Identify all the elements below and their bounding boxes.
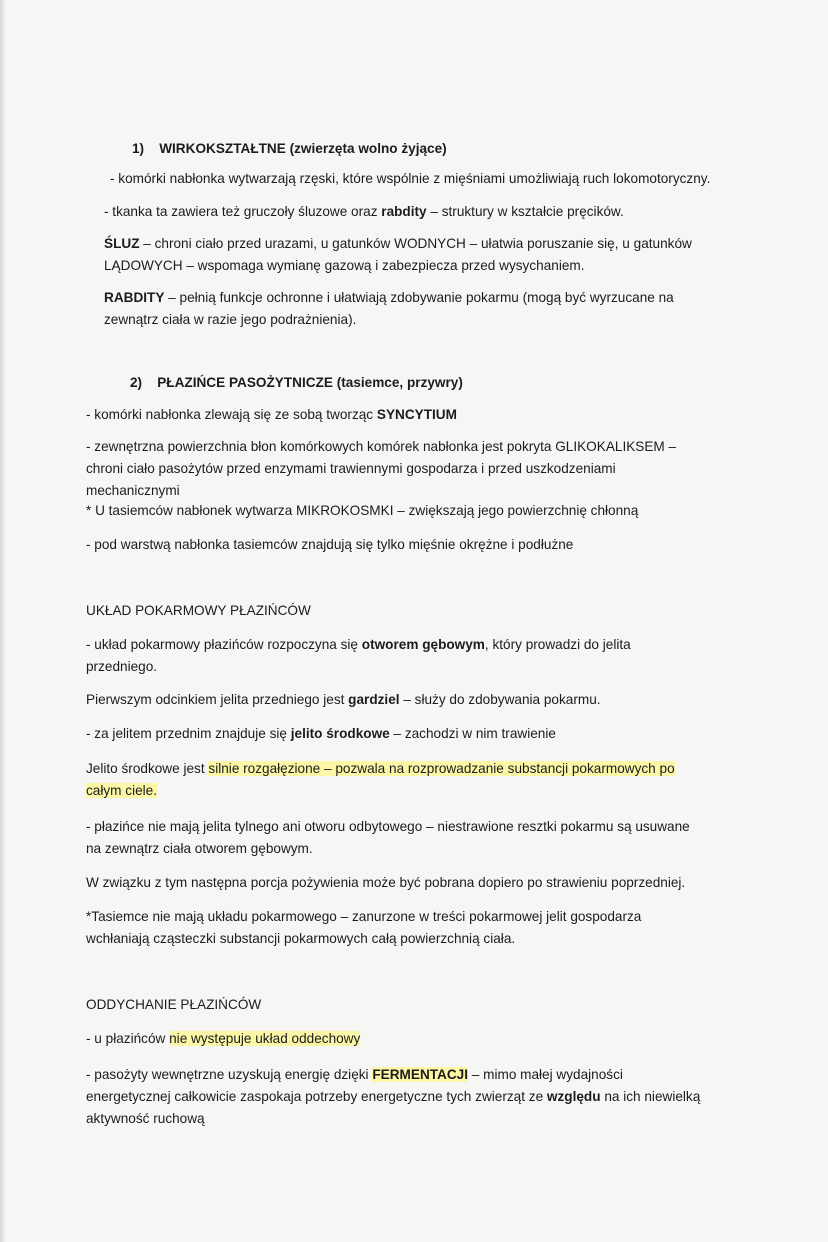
text: - u płazińców — [86, 1031, 170, 1046]
text: - tkanka ta zawiera też gruczoły śluzowe oraz — [104, 204, 382, 219]
sluz-line1 — [104, 233, 692, 255]
text: – pełnią funkcje ochronne i ułatwiają zdobywanie pokarmu (mogą być wyrzucane na — [164, 290, 674, 305]
section2-title-rest: (tasiemce, przywry) — [332, 375, 463, 390]
jelito-srodkowe-bold: jelito środkowe — [290, 726, 390, 741]
text: Jelito środkowe jest — [86, 761, 209, 776]
text: – zachodzi w nim trawienie — [389, 726, 556, 741]
digest-heading: UKŁAD POKARMOWY PŁAZIŃCÓW — [86, 603, 311, 618]
highlight-calym-ciele: całym ciele. — [86, 783, 158, 798]
text: - układ pokarmowy płazińców rozpoczyna się — [86, 637, 362, 652]
text: – chroni ciało przed urazami, u gatunków WODNYCH – ułatwia poruszanie się, u gatunków — [139, 236, 692, 251]
section1-number: 1) — [132, 141, 145, 156]
sluz-line2: LĄDOWYCH – wspomaga wymianę gazową i zabezpiecza przed wysychaniem. — [104, 258, 585, 273]
digest-p4-line2 — [86, 780, 157, 802]
highlight-rozgalezione: silnie rozgałęzione – pozwala na rozprowadzanie substancji pokarmowych po — [208, 761, 675, 776]
digest-p1-line2: przedniego. — [86, 659, 158, 674]
digest-p1-line1 — [86, 634, 631, 656]
rabdity-heading-bold: RABDITY — [104, 290, 165, 305]
rabdity-line1 — [104, 287, 674, 309]
wzgledu-bold: względu — [546, 1089, 601, 1104]
text: – służy do zdobywania pokarmu. — [399, 692, 601, 707]
digest-p7-line1: *Tasiemce nie mają układu pokarmowego – zanurzone w treści pokarmowej jelit gospodarza — [86, 909, 642, 924]
rabdity-line2: zewnątrz ciała w razie jego podrażnienia). — [104, 312, 357, 327]
text: na ich niewielką — [600, 1089, 701, 1104]
section1-heading — [132, 138, 447, 160]
otwor-gebowy-bold: otworem gębowym — [361, 637, 485, 652]
breathing-heading: ODDYCHANIE PŁAZIŃCÓW — [86, 997, 262, 1012]
section1-title: WIRKOKSZTAŁTNE (zwierzęta wolno żyjące) — [159, 141, 447, 156]
text: energetycznej całkowicie zaspokaja potrzeby energetyczne tych zwierząt ze — [86, 1089, 547, 1104]
rabdity-bold: rabdity — [381, 204, 427, 219]
section1-line1: - komórki nabłonka wytwarzają rzęski, które wspólnie z mięśniami umożliwiają ruch lokomotoryczny. — [110, 171, 711, 186]
highlight-uklad-oddechowy: nie występuje układ oddechowy — [169, 1031, 361, 1046]
text: – struktury w kształcie pręcików. — [426, 204, 624, 219]
section2-line5: * U tasiemców nabłonek wytwarza MIKROKOSMKI – zwiększają jego powierzchnię chłonną — [86, 503, 639, 518]
digest-p5-line1: - płazińce nie mają jelita tylnego ani otworu odbytowego – niestrawione resztki pokarmu są usuwane — [86, 819, 690, 834]
text: – mimo małej wydajności — [468, 1067, 623, 1082]
breathing-b4: aktywność ruchową — [86, 1111, 205, 1126]
highlight-fermentacji: FERMENTACJI — [372, 1067, 469, 1082]
breathing-b2 — [86, 1064, 623, 1086]
digest-p4-line1 — [86, 758, 675, 780]
syncytium-bold: SYNCYTIUM — [376, 407, 457, 422]
breathing-b3 — [86, 1086, 700, 1108]
section2-line2: - zewnętrzna powierzchnia błon komórkowych komórek nabłonka jest pokryta GLIKOKALIKSEM – — [86, 439, 677, 454]
text: - komórki nabłonka zlewają się ze sobą tworząc — [86, 407, 377, 422]
digest-p7-line2: wchłaniają cząsteczki substancji pokarmowych całą powierzchnią ciała. — [86, 931, 516, 946]
digest-p2 — [86, 689, 601, 711]
section2-heading — [130, 372, 463, 394]
section2-line1 — [86, 404, 457, 426]
breathing-b1 — [86, 1028, 360, 1050]
text: - za jelitem przednim znajduje się — [86, 726, 291, 741]
digest-p3 — [86, 723, 556, 745]
digest-p5-line2: na zewnątrz ciała otworem gębowym. — [86, 841, 313, 856]
section1-line2 — [104, 201, 624, 223]
section2-line6: - pod warstwą nabłonka tasiemców znajdują się tylko mięśnie okrężne i podłużne — [86, 537, 574, 552]
section2-number: 2) — [130, 375, 143, 390]
text: Pierwszym odcinkiem jelita przedniego jest — [86, 692, 349, 707]
text: - pasożyty wewnętrzne uzyskują energię dzięki — [86, 1067, 373, 1082]
section2-title: PŁAZIŃCE PASOŻYTNICZE — [157, 375, 333, 390]
text: , który prowadzi do jelita — [484, 637, 631, 652]
scan-edge — [0, 0, 6, 1242]
gardziel-bold: gardziel — [348, 692, 400, 707]
section2-line4: mechanicznymi — [86, 483, 180, 498]
digest-p6: W związku z tym następna porcja pożywienia może być pobrana dopiero po strawieniu poprzedniej. — [86, 875, 686, 890]
sluz-bold: ŚLUZ — [104, 236, 140, 251]
section2-line3: chroni ciało pasożytów przed enzymami trawiennymi gospodarza i przed uszkodzeniami — [86, 461, 616, 476]
